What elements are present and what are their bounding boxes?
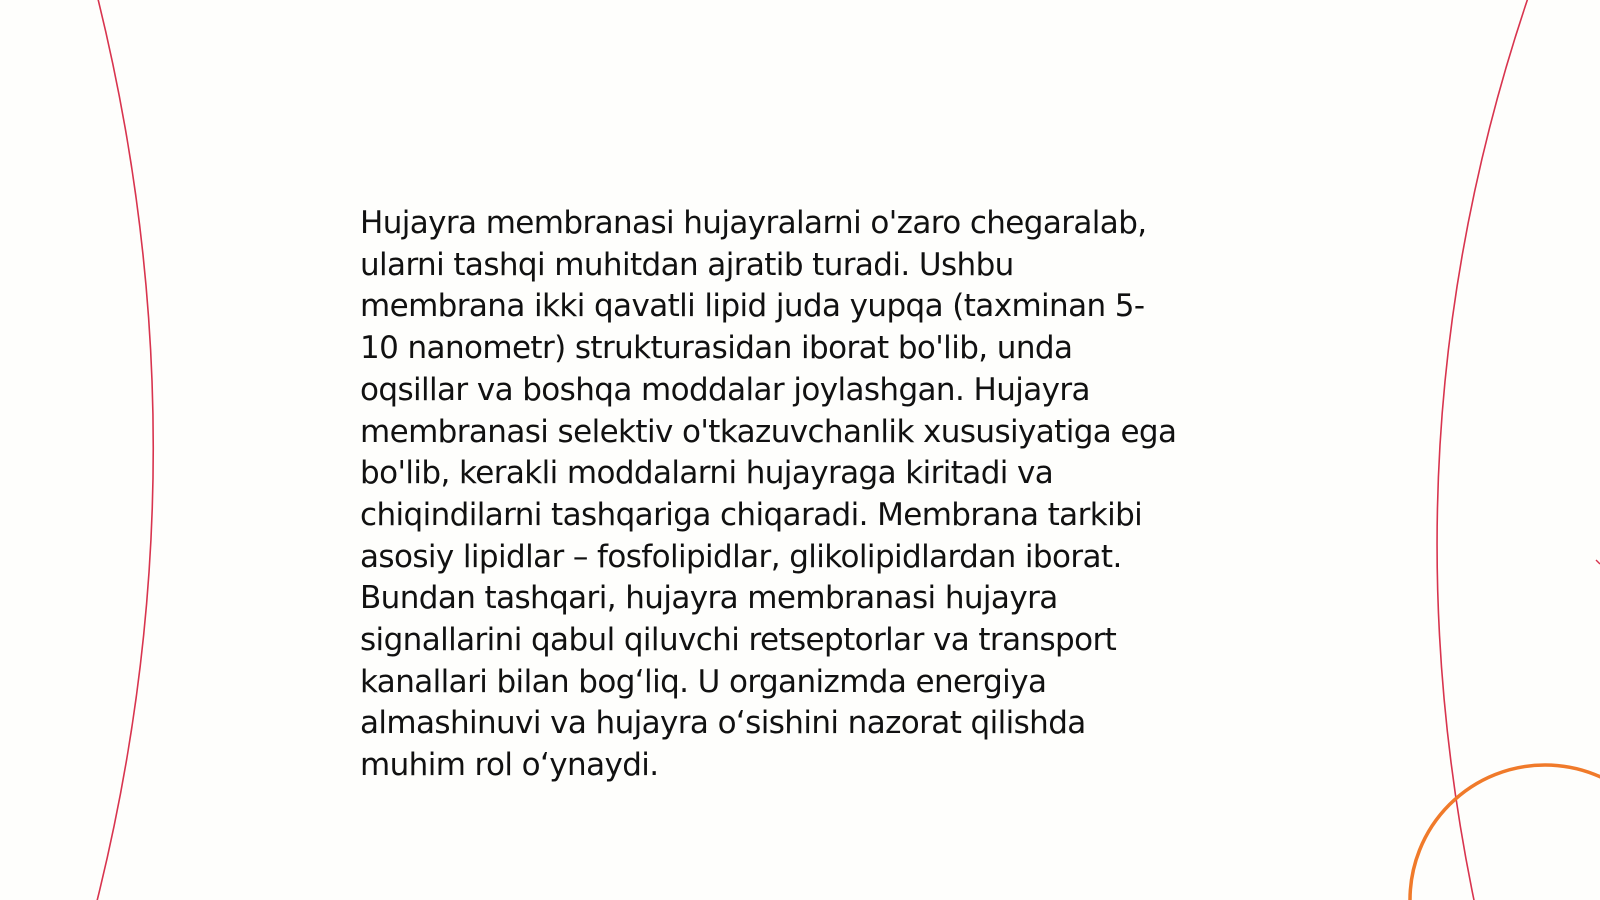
paragraph-line: kanallari bilan bog‘liq. U organizmda energiya bbox=[360, 663, 1047, 700]
paragraph-line: Bundan tashqari, hujayra membranasi hujayra bbox=[360, 580, 1058, 617]
paragraph-line: membranasi selektiv o'tkazuvchanlik xususiyatiga ega bbox=[360, 413, 1177, 450]
paragraph-line: muhim rol o‘ynaydi. bbox=[360, 747, 659, 784]
paragraph-line: membrana ikki qavatli lipid juda yupqa (taxminan 5- bbox=[360, 288, 1145, 325]
right-decorative-curve bbox=[1437, 0, 1529, 900]
left-decorative-curve bbox=[96, 0, 153, 900]
paragraph-line: bo'lib, kerakli moddalarni hujayraga kiritadi va bbox=[360, 455, 1054, 492]
body-paragraph bbox=[360, 203, 1260, 787]
right-edge-tick bbox=[1596, 560, 1600, 564]
paragraph-line: signallarini qabul qiluvchi retseptorlar va transport bbox=[360, 622, 1117, 659]
paragraph-line: ularni tashqi muhitdan ajratib turadi. Ushbu bbox=[360, 246, 1014, 283]
bottom-right-orange-arc bbox=[1410, 765, 1600, 900]
paragraph-line: asosiy lipidlar – fosfolipidlar, glikolipidlardan iborat. bbox=[360, 538, 1122, 575]
paragraph-line: Hujayra membranasi hujayralarni o'zaro chegaralab, bbox=[360, 205, 1147, 241]
paragraph-line: 10 nanometr) strukturasidan iborat bo'lib, unda bbox=[360, 330, 1073, 367]
paragraph-line: chiqindilarni tashqariga chiqaradi. Membrana tarkibi bbox=[360, 496, 1143, 533]
paragraph-line: almashinuvi va hujayra o‘sishini nazorat qilishda bbox=[360, 705, 1086, 742]
paragraph-line: oqsillar va boshqa moddalar joylashgan. Hujayra bbox=[360, 371, 1090, 408]
